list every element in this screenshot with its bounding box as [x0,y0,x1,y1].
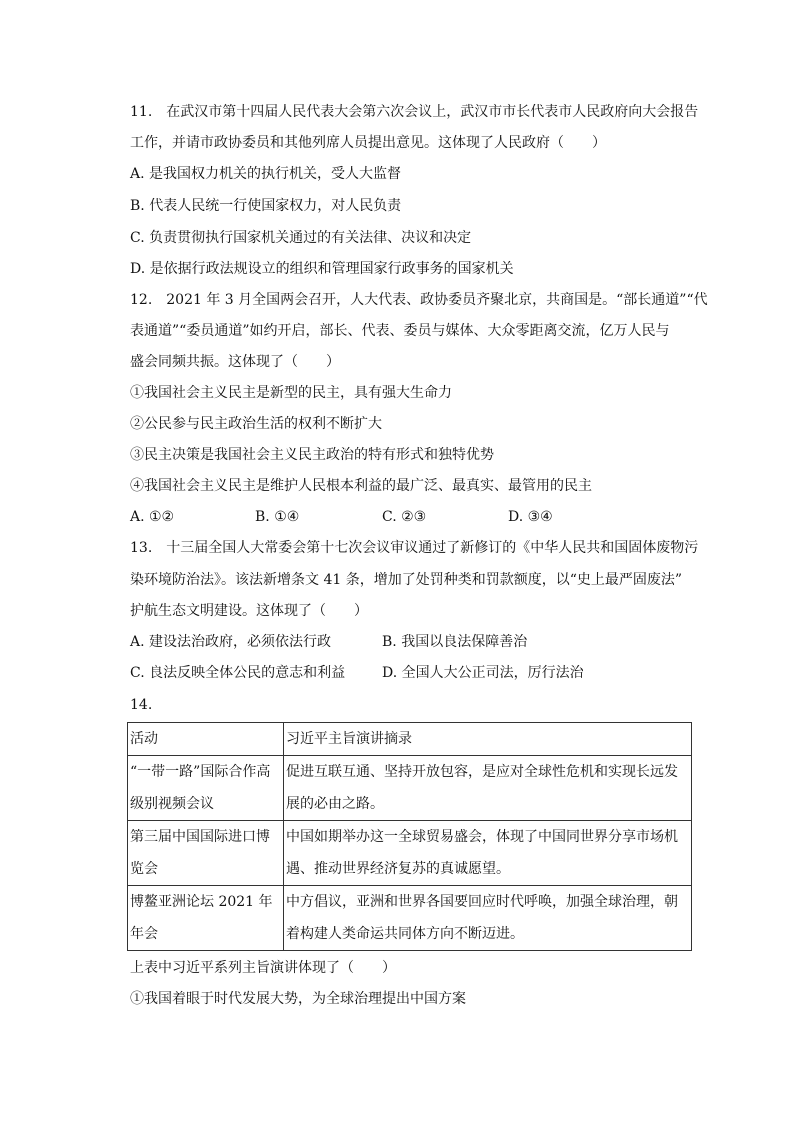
table-header-activity: 活动 [128,723,284,756]
q14-stem: 上表中习近平系列主旨演讲体现了（ ） [130,960,396,976]
table-cell-activity: 第三届中国国际进口博览会 [128,821,284,886]
q13-stem-line-3: 护航生态文明建设。这体现了（ ） [130,603,368,619]
q12-stem-line-1: 12. 2021 年 3 月全国两会召开，人大代表、政协委员齐聚北京，共商国是。“部长通道”“代 [130,292,708,308]
q13-stem-line-1: 13. 十三届全国人大常委会第十七次会议审议通过了新修订的《中华人民共和国固体废物污 [130,540,699,556]
q14-number: 14. [130,697,153,713]
q13-option-a: A. 建设法治政府，必须依法行政 [130,634,332,650]
table-row [128,821,692,886]
q13-stem-line-2: 染环境防治法》。该法新增条文 41 条，增加了处罚种类和罚款额度，以“史上最严固废法” [130,572,683,588]
table-cell-activity: “一带一路”国际合作高级别视频会议 [128,756,284,821]
q11-option-b: B. 代表人民统一行使国家权力，对人民负责 [130,198,402,214]
table-row [128,886,692,951]
table-header-speech: 习近平主旨演讲摘录 [284,723,692,756]
q12-statement-1: ①我国社会主义民主是新型的民主，具有强大生命力 [130,385,452,401]
table-row [128,756,692,821]
q12-option-c: C. ②③ [382,509,427,525]
q12-stem-line-3: 盛会同频共振。这体现了（ ） [130,354,340,370]
q13-option-b: B. 我国以良法保障善治 [382,634,528,650]
q13-option-d: D. 全国人大公正司法，厉行法治 [382,665,584,681]
table-cell-speech: 中国如期举办这一全球贸易盛会，体现了中国同世界分享市场机遇、推动世界经济复苏的真诚愿望。 [284,821,692,886]
q13-option-c: C. 良法反映全体公民的意志和利益 [130,665,346,681]
q12-option-b: B. ①④ [255,509,300,525]
table-cell-activity: 博鳌亚洲论坛 2021 年年会 [128,886,284,951]
q14-statement-1: ①我国着眼于时代发展大势，为全球治理提出中国方案 [130,991,466,1007]
speech-table [127,722,692,951]
q12-statement-3: ③民主决策是我国社会主义民主政治的特有形式和独特优势 [130,447,494,463]
table-cell-speech: 中方倡议，亚洲和世界各国要回应时代呼唤，加强全球治理，朝着构建人类命运共同体方向不断迈进。 [284,886,692,951]
q11-stem-line-2: 工作，并请市政协委员和其他列席人员提出意见。这体现了人民政府（ ） [130,135,606,151]
q11-option-a: A. 是我国权力机关的执行机关，受人大监督 [130,166,402,182]
q12-statement-2: ②公民参与民主政治生活的权利不断扩大 [130,416,382,432]
table-cell-speech: 促进互联互通、坚持开放包容，是应对全球性危机和实现长远发展的必由之路。 [284,756,692,821]
q12-stem-line-2: 表通道”“委员通道”如约开启，部长、代表、委员与媒体、大众零距离交流，亿万人民与 [130,323,670,339]
table-header-row [128,723,692,756]
q11-option-c: C. 负责贯彻执行国家机关通过的有关法律、决议和决定 [130,230,472,246]
q12-option-a: A. ①② [130,509,175,525]
q11-option-d: D. 是依据行政法规设立的组织和管理国家行政事务的国家机关 [130,261,514,277]
q12-option-d: D. ③④ [508,509,553,525]
q11-stem-line-1: 11. 在武汉市第十四届人民代表大会第六次会议上，武汉市市长代表市人民政府向大会报告 [130,104,699,120]
q12-statement-4: ④我国社会主义民主是维护人民根本利益的最广泛、最真实、最管用的民主 [130,478,592,494]
